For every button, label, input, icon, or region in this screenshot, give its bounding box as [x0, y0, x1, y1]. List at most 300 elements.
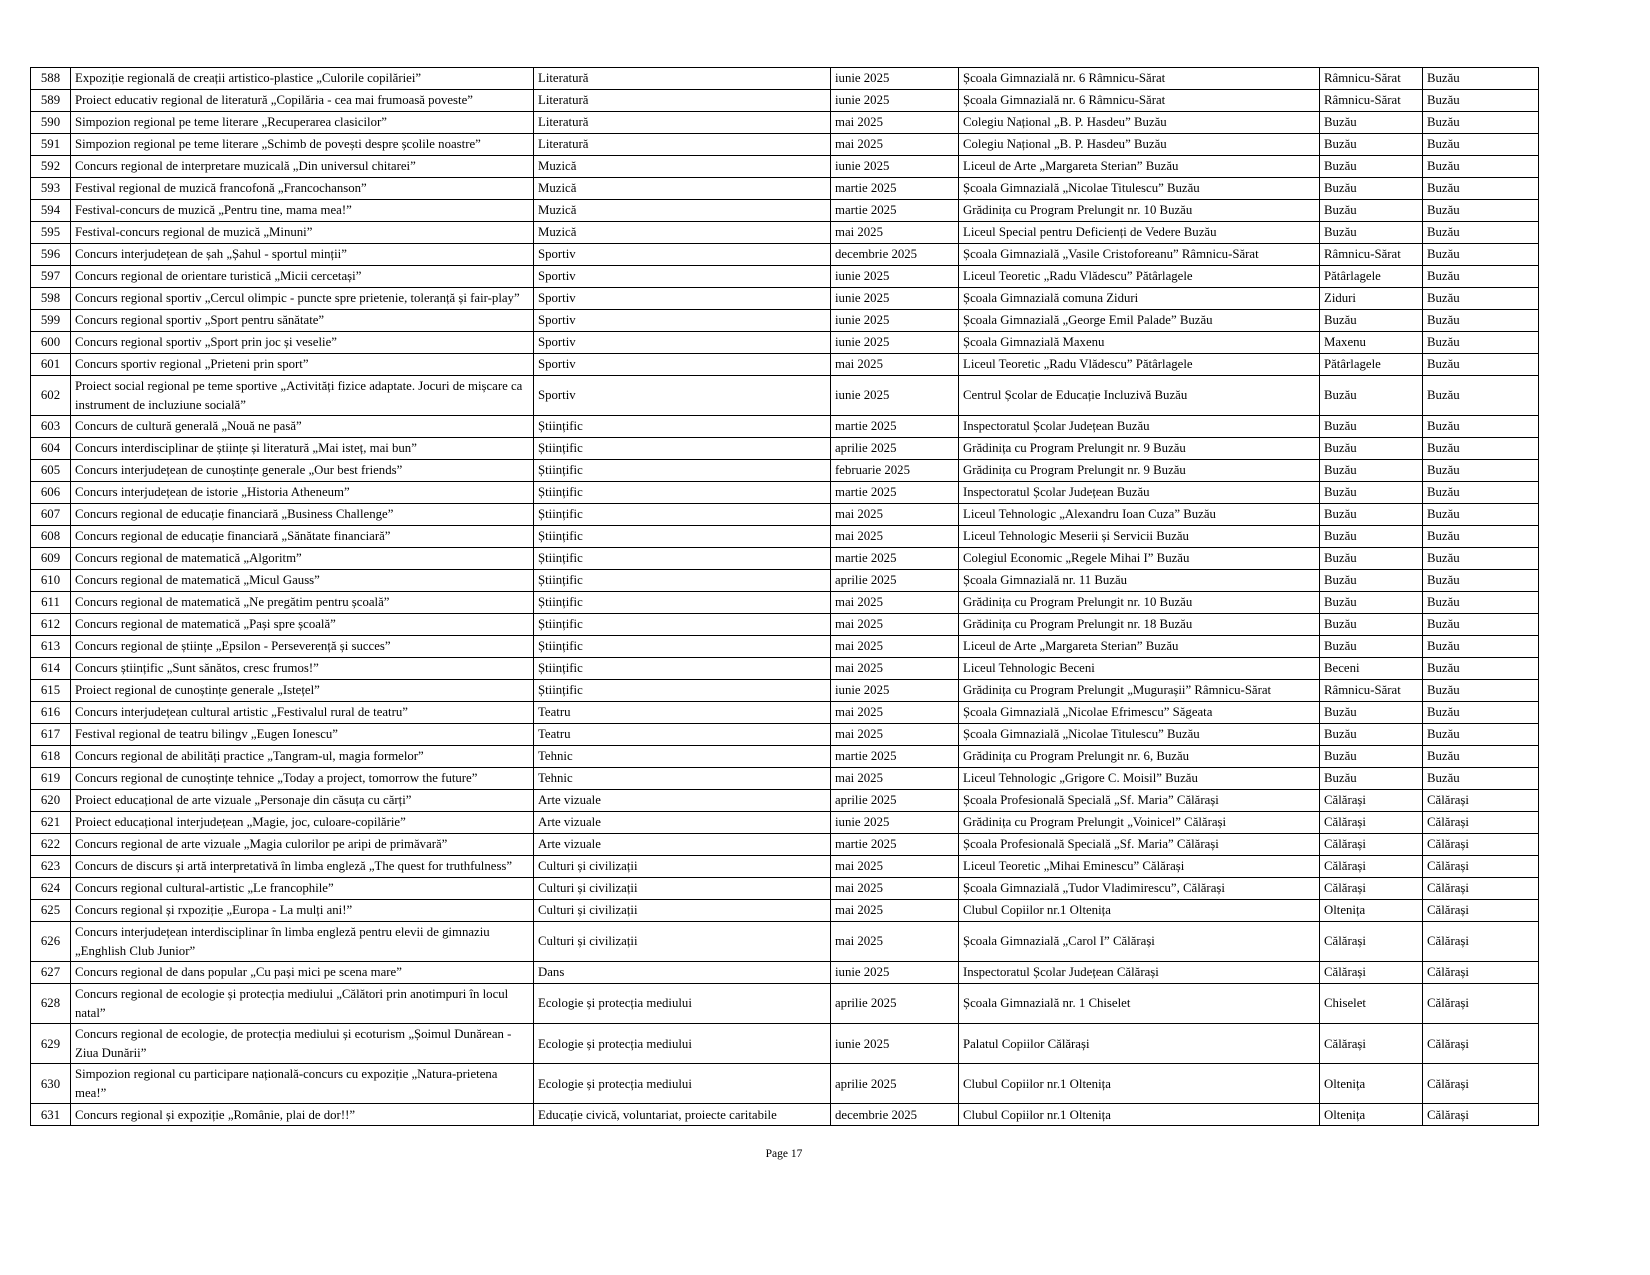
cell-category: Sportiv [534, 376, 831, 416]
cell-institution: Liceul Teoretic „Radu Vlădescu” Pătârlagele [959, 354, 1320, 376]
cell-county: Buzău [1423, 636, 1539, 658]
cell-date: decembrie 2025 [831, 1104, 959, 1126]
cell-no: 625 [31, 900, 71, 922]
cell-county: Buzău [1423, 288, 1539, 310]
cell-name: Concurs interjudețean interdisciplinar în limba engleză pentru elevii de gimnaziu „Enghlish Club Junior” [71, 922, 534, 962]
cell-institution: Școala Profesională Specială „Sf. Maria” Călărași [959, 790, 1320, 812]
cell-no: 600 [31, 332, 71, 354]
cell-category: Arte vizuale [534, 834, 831, 856]
cell-no: 612 [31, 614, 71, 636]
cell-no: 599 [31, 310, 71, 332]
cell-date: mai 2025 [831, 724, 959, 746]
cell-county: Buzău [1423, 200, 1539, 222]
cell-institution: Școala Gimnazială „Tudor Vladimirescu”, Călărași [959, 878, 1320, 900]
cell-institution: Liceul Tehnologic „Grigore C. Moisil” Buzău [959, 768, 1320, 790]
cell-locality: Călărași [1320, 856, 1423, 878]
cell-name: Concurs interjudețean cultural artistic „Festivalul rural de teatru” [71, 702, 534, 724]
cell-institution: Liceul Tehnologic „Alexandru Ioan Cuza” Buzău [959, 504, 1320, 526]
cell-county: Buzău [1423, 332, 1539, 354]
table-row [31, 526, 1539, 548]
table-row [31, 548, 1539, 570]
cell-name: Concurs de discurs și artă interpretativă în limba engleză „The quest for truthfulness” [71, 856, 534, 878]
table-row [31, 1024, 1539, 1064]
cell-category: Literatură [534, 90, 831, 112]
cell-category: Sportiv [534, 266, 831, 288]
cell-county: Buzău [1423, 416, 1539, 438]
cell-institution: Școala Gimnazială comuna Ziduri [959, 288, 1320, 310]
table-row [31, 156, 1539, 178]
cell-name: Concurs interdisciplinar de științe și literatură „Mai isteț, mai bun” [71, 438, 534, 460]
cell-institution: Liceul Special pentru Deficienți de Vedere Buzău [959, 222, 1320, 244]
cell-date: martie 2025 [831, 548, 959, 570]
cell-category: Tehnic [534, 746, 831, 768]
cell-no: 603 [31, 416, 71, 438]
cell-locality: Călărași [1320, 790, 1423, 812]
cell-county: Buzău [1423, 90, 1539, 112]
cell-category: Culturi și civilizații [534, 922, 831, 962]
cell-name: Concurs regional și rxpoziție „Europa - La mulți ani!” [71, 900, 534, 922]
table-row [31, 790, 1539, 812]
cell-locality: Buzău [1320, 724, 1423, 746]
cell-no: 610 [31, 570, 71, 592]
cell-locality: Buzău [1320, 156, 1423, 178]
cell-category: Literatură [534, 134, 831, 156]
cell-county: Buzău [1423, 504, 1539, 526]
cell-locality: Călărași [1320, 1024, 1423, 1064]
cell-county: Buzău [1423, 112, 1539, 134]
cell-name: Proiect educațional interjudețean „Magie, joc, culoare-copilărie” [71, 812, 534, 834]
cell-locality: Buzău [1320, 222, 1423, 244]
cell-locality: Buzău [1320, 482, 1423, 504]
table-row [31, 376, 1539, 416]
cell-county: Buzău [1423, 746, 1539, 768]
cell-county: Călărași [1423, 1024, 1539, 1064]
cell-name: Concurs interjudețean de cunoștințe generale „Our best friends” [71, 460, 534, 482]
cell-locality: Buzău [1320, 636, 1423, 658]
cell-locality: Buzău [1320, 438, 1423, 460]
cell-no: 604 [31, 438, 71, 460]
cell-locality: Buzău [1320, 460, 1423, 482]
cell-county: Buzău [1423, 482, 1539, 504]
cell-county: Buzău [1423, 178, 1539, 200]
cell-county: Buzău [1423, 570, 1539, 592]
cell-date: iunie 2025 [831, 680, 959, 702]
cell-locality: Buzău [1320, 548, 1423, 570]
cell-date: mai 2025 [831, 614, 959, 636]
cell-institution: Liceul Teoretic „Radu Vlădescu” Pătârlagele [959, 266, 1320, 288]
cell-name: Concurs regional de științe „Epsilon - Perseverență și succes” [71, 636, 534, 658]
cell-no: 593 [31, 178, 71, 200]
table-row [31, 438, 1539, 460]
cell-name: Proiect educativ regional de literatură „Copilăria - cea mai frumoasă poveste” [71, 90, 534, 112]
cell-name: Proiect educațional de arte vizuale „Personaje din căsuța cu cărți” [71, 790, 534, 812]
cell-no: 615 [31, 680, 71, 702]
cell-county: Buzău [1423, 680, 1539, 702]
cell-institution: Grădinița cu Program Prelungit nr. 9 Buzău [959, 438, 1320, 460]
cell-date: iunie 2025 [831, 90, 959, 112]
cell-no: 601 [31, 354, 71, 376]
cell-institution: Colegiu Național „B. P. Hasdeu” Buzău [959, 112, 1320, 134]
cell-no: 618 [31, 746, 71, 768]
cell-locality: Oltenița [1320, 1064, 1423, 1104]
table-row [31, 984, 1539, 1024]
table-row [31, 834, 1539, 856]
cell-name: Simpozion regional pe teme literare „Schimb de povești despre școlile noastre” [71, 134, 534, 156]
cell-category: Sportiv [534, 288, 831, 310]
cell-institution: Clubul Copiilor nr.1 Oltenița [959, 1064, 1320, 1104]
cell-category: Literatură [534, 68, 831, 90]
cell-institution: Grădinița cu Program Prelungit nr. 10 Buzău [959, 200, 1320, 222]
cell-category: Culturi și civilizații [534, 900, 831, 922]
table-row [31, 962, 1539, 984]
cell-locality: Călărași [1320, 962, 1423, 984]
cell-locality: Călărași [1320, 834, 1423, 856]
cell-locality: Buzău [1320, 526, 1423, 548]
cell-no: 609 [31, 548, 71, 570]
cell-category: Științific [534, 416, 831, 438]
cell-name: Concurs regional de matematică „Pași spre școală” [71, 614, 534, 636]
cell-locality: Buzău [1320, 746, 1423, 768]
cell-no: 598 [31, 288, 71, 310]
cell-no: 607 [31, 504, 71, 526]
table-row [31, 878, 1539, 900]
cell-date: mai 2025 [831, 526, 959, 548]
cell-date: mai 2025 [831, 922, 959, 962]
cell-institution: Clubul Copiilor nr.1 Oltenița [959, 1104, 1320, 1126]
cell-no: 617 [31, 724, 71, 746]
cell-institution: Grădinița cu Program Prelungit nr. 6, Buzău [959, 746, 1320, 768]
cell-name: Concurs regional sportiv „Sport pentru sănătate” [71, 310, 534, 332]
cell-date: iunie 2025 [831, 68, 959, 90]
cell-locality: Beceni [1320, 658, 1423, 680]
cell-date: mai 2025 [831, 504, 959, 526]
cell-locality: Buzău [1320, 134, 1423, 156]
cell-date: aprilie 2025 [831, 1064, 959, 1104]
cell-category: Arte vizuale [534, 790, 831, 812]
cell-institution: Liceul Tehnologic Beceni [959, 658, 1320, 680]
cell-institution: Liceul de Arte „Margareta Sterian” Buzău [959, 636, 1320, 658]
table-row [31, 112, 1539, 134]
cell-category: Muzică [534, 178, 831, 200]
cell-county: Călărași [1423, 1104, 1539, 1126]
cell-locality: Buzău [1320, 768, 1423, 790]
cell-institution: Clubul Copiilor nr.1 Oltenița [959, 900, 1320, 922]
cell-date: aprilie 2025 [831, 570, 959, 592]
cell-no: 595 [31, 222, 71, 244]
cell-county: Călărași [1423, 856, 1539, 878]
cell-institution: Școala Gimnazială „Vasile Cristoforeanu” Râmnicu-Sărat [959, 244, 1320, 266]
cell-category: Sportiv [534, 332, 831, 354]
cell-category: Muzică [534, 200, 831, 222]
table-row [31, 900, 1539, 922]
table-row [31, 178, 1539, 200]
cell-date: aprilie 2025 [831, 984, 959, 1024]
cell-no: 588 [31, 68, 71, 90]
cell-county: Buzău [1423, 354, 1539, 376]
cell-category: Sportiv [534, 244, 831, 266]
cell-locality: Maxenu [1320, 332, 1423, 354]
table-row [31, 922, 1539, 962]
cell-no: 614 [31, 658, 71, 680]
cell-county: Buzău [1423, 156, 1539, 178]
cell-no: 589 [31, 90, 71, 112]
table-row [31, 460, 1539, 482]
cell-date: mai 2025 [831, 768, 959, 790]
cell-county: Călărași [1423, 878, 1539, 900]
cell-category: Muzică [534, 156, 831, 178]
cell-name: Concurs regional de dans popular „Cu pași mici pe scena mare” [71, 962, 534, 984]
table-row [31, 724, 1539, 746]
cell-institution: Școala Gimnazială nr. 11 Buzău [959, 570, 1320, 592]
cell-name: Proiect social regional pe teme sportive „Activități fizice adaptate. Jocuri de mișcare ca instrument de incluziune socială” [71, 376, 534, 416]
table-row [31, 310, 1539, 332]
table-row [31, 482, 1539, 504]
cell-category: Sportiv [534, 310, 831, 332]
cell-date: martie 2025 [831, 200, 959, 222]
table-row [31, 812, 1539, 834]
cell-name: Concurs regional de matematică „Algoritm” [71, 548, 534, 570]
cell-date: mai 2025 [831, 592, 959, 614]
cell-name: Simpozion regional pe teme literare „Recuperarea clasicilor” [71, 112, 534, 134]
cell-no: 626 [31, 922, 71, 962]
cell-institution: Școala Gimnazială nr. 6 Râmnicu-Sărat [959, 90, 1320, 112]
cell-category: Științific [534, 570, 831, 592]
cell-institution: Școala Gimnazială „Nicolae Efrimescu” Săgeata [959, 702, 1320, 724]
table-row [31, 1104, 1539, 1126]
cell-institution: Școala Gimnazială nr. 1 Chiselet [959, 984, 1320, 1024]
cell-county: Buzău [1423, 658, 1539, 680]
cell-locality: Călărași [1320, 812, 1423, 834]
cell-locality: Râmnicu-Sărat [1320, 90, 1423, 112]
cell-category: Științific [534, 592, 831, 614]
cell-county: Buzău [1423, 460, 1539, 482]
cell-institution: Grădinița cu Program Prelungit nr. 9 Buzău [959, 460, 1320, 482]
table-row [31, 658, 1539, 680]
cell-locality: Râmnicu-Sărat [1320, 680, 1423, 702]
cell-name: Concurs interjudețean de istorie „Historia Atheneum” [71, 482, 534, 504]
cell-institution: Liceul Teoretic „Mihai Eminescu” Călărași [959, 856, 1320, 878]
cell-date: iunie 2025 [831, 332, 959, 354]
cell-county: Călărași [1423, 962, 1539, 984]
cell-date: iunie 2025 [831, 156, 959, 178]
cell-no: 630 [31, 1064, 71, 1104]
cell-name: Concurs regional cultural-artistic „Le francophile” [71, 878, 534, 900]
cell-county: Călărași [1423, 834, 1539, 856]
cell-county: Buzău [1423, 614, 1539, 636]
cell-category: Ecologie și protecția mediului [534, 984, 831, 1024]
cell-locality: Buzău [1320, 592, 1423, 614]
cell-county: Călărași [1423, 900, 1539, 922]
cell-name: Concurs regional de interpretare muzicală „Din universul chitarei” [71, 156, 534, 178]
cell-name: Concurs regional de ecologie, de protecția mediului și ecoturism „Șoimul Dunărean - Ziua Dunării” [71, 1024, 534, 1064]
table-row [31, 222, 1539, 244]
cell-date: decembrie 2025 [831, 244, 959, 266]
table-row [31, 244, 1539, 266]
cell-institution: Școala Gimnazială Maxenu [959, 332, 1320, 354]
cell-date: iunie 2025 [831, 376, 959, 416]
cell-locality: Buzău [1320, 570, 1423, 592]
cell-institution: Inspectoratul Școlar Județean Buzău [959, 416, 1320, 438]
cell-institution: Grădinița cu Program Prelungit „Mugurașii” Râmnicu-Sărat [959, 680, 1320, 702]
cell-date: mai 2025 [831, 658, 959, 680]
cell-no: 622 [31, 834, 71, 856]
cell-locality: Buzău [1320, 614, 1423, 636]
cell-category: Științific [534, 658, 831, 680]
cell-category: Dans [534, 962, 831, 984]
cell-name: Simpozion regional cu participare națională-concurs cu expoziție „Natura-prietena mea!” [71, 1064, 534, 1104]
cell-institution: Colegiul Economic „Regele Mihai I” Buzău [959, 548, 1320, 570]
cell-category: Educație civică, voluntariat, proiecte caritabile [534, 1104, 831, 1126]
cell-category: Științific [534, 548, 831, 570]
table-row [31, 768, 1539, 790]
cell-no: 616 [31, 702, 71, 724]
cell-county: Buzău [1423, 376, 1539, 416]
cell-no: 627 [31, 962, 71, 984]
cell-category: Muzică [534, 222, 831, 244]
table-row [31, 856, 1539, 878]
cell-county: Buzău [1423, 68, 1539, 90]
cell-county: Călărași [1423, 1064, 1539, 1104]
cell-no: 631 [31, 1104, 71, 1126]
cell-no: 628 [31, 984, 71, 1024]
table-row [31, 68, 1539, 90]
cell-county: Buzău [1423, 244, 1539, 266]
table-row [31, 134, 1539, 156]
cell-name: Concurs regional sportiv „Cercul olimpic - puncte spre prietenie, toleranță și fair-play” [71, 288, 534, 310]
cell-name: Concurs regional de matematică „Ne pregătim pentru școală” [71, 592, 534, 614]
cell-no: 592 [31, 156, 71, 178]
cell-institution: Grădinița cu Program Prelungit „Voinicel” Călărași [959, 812, 1320, 834]
cell-institution: Grădinița cu Program Prelungit nr. 10 Buzău [959, 592, 1320, 614]
cell-name: Festival-concurs de muzică „Pentru tine, mama mea!” [71, 200, 534, 222]
cell-county: Buzău [1423, 702, 1539, 724]
cell-date: martie 2025 [831, 482, 959, 504]
cell-name: Concurs regional de abilități practice „Tangram-ul, magia formelor” [71, 746, 534, 768]
cell-category: Culturi și civilizații [534, 878, 831, 900]
cell-institution: Liceul Tehnologic Meserii și Servicii Buzău [959, 526, 1320, 548]
cell-name: Concurs regional și expoziție „Românie, plai de dor!!” [71, 1104, 534, 1126]
cell-county: Buzău [1423, 438, 1539, 460]
cell-name: Concurs științific „Sunt sănătos, cresc frumos!” [71, 658, 534, 680]
cell-county: Călărași [1423, 922, 1539, 962]
cell-no: 619 [31, 768, 71, 790]
cell-institution: Școala Gimnazială „Carol I” Călărași [959, 922, 1320, 962]
cell-category: Ecologie și protecția mediului [534, 1024, 831, 1064]
cell-name: Concurs interjudețean de șah „Șahul - sportul minții” [71, 244, 534, 266]
cell-no: 596 [31, 244, 71, 266]
events-table [30, 67, 1539, 1126]
cell-institution: Școala Profesională Specială „Sf. Maria” Călărași [959, 834, 1320, 856]
cell-institution: Școala Gimnazială „Nicolae Titulescu” Buzău [959, 724, 1320, 746]
cell-county: Buzău [1423, 592, 1539, 614]
cell-date: iunie 2025 [831, 266, 959, 288]
cell-county: Buzău [1423, 266, 1539, 288]
events-table-body [31, 68, 1539, 1126]
cell-no: 597 [31, 266, 71, 288]
cell-category: Teatru [534, 724, 831, 746]
cell-date: mai 2025 [831, 702, 959, 724]
cell-date: mai 2025 [831, 878, 959, 900]
cell-locality: Buzău [1320, 310, 1423, 332]
cell-name: Proiect regional de cunoștințe generale „Istețel” [71, 680, 534, 702]
cell-no: 629 [31, 1024, 71, 1064]
cell-date: iunie 2025 [831, 962, 959, 984]
cell-no: 621 [31, 812, 71, 834]
cell-date: mai 2025 [831, 112, 959, 134]
cell-institution: Grădinița cu Program Prelungit nr. 18 Buzău [959, 614, 1320, 636]
cell-locality: Chiselet [1320, 984, 1423, 1024]
cell-date: martie 2025 [831, 746, 959, 768]
cell-name: Concurs regional sportiv „Sport prin joc și veselie” [71, 332, 534, 354]
cell-county: Călărași [1423, 812, 1539, 834]
cell-locality: Buzău [1320, 504, 1423, 526]
table-row [31, 702, 1539, 724]
cell-date: iunie 2025 [831, 1024, 959, 1064]
cell-name: Concurs de cultură generală „Nouă ne pasă” [71, 416, 534, 438]
cell-locality: Buzău [1320, 200, 1423, 222]
cell-locality: Buzău [1320, 178, 1423, 200]
cell-category: Tehnic [534, 768, 831, 790]
cell-name: Festival-concurs regional de muzică „Minuni” [71, 222, 534, 244]
cell-date: martie 2025 [831, 416, 959, 438]
cell-locality: Buzău [1320, 416, 1423, 438]
cell-date: mai 2025 [831, 636, 959, 658]
cell-county: Buzău [1423, 768, 1539, 790]
cell-no: 624 [31, 878, 71, 900]
cell-name: Concurs regional de cunoștințe tehnice „Today a project, tomorrow the future” [71, 768, 534, 790]
cell-county: Călărași [1423, 790, 1539, 812]
cell-institution: Centrul Școlar de Educație Incluzivă Buzău [959, 376, 1320, 416]
cell-name: Expoziție regională de creații artistico-plastice „Culorile copilăriei” [71, 68, 534, 90]
table-row [31, 416, 1539, 438]
cell-category: Științific [534, 614, 831, 636]
table-row [31, 90, 1539, 112]
cell-category: Științific [534, 680, 831, 702]
table-row [31, 680, 1539, 702]
cell-no: 602 [31, 376, 71, 416]
cell-county: Buzău [1423, 526, 1539, 548]
table-row [31, 504, 1539, 526]
cell-name: Concurs regional de educație financiară „Sănătate financiară” [71, 526, 534, 548]
cell-locality: Ziduri [1320, 288, 1423, 310]
cell-category: Sportiv [534, 354, 831, 376]
cell-name: Festival regional de teatru bilingv „Eugen Ionescu” [71, 724, 534, 746]
table-row [31, 354, 1539, 376]
cell-date: iunie 2025 [831, 288, 959, 310]
cell-date: aprilie 2025 [831, 438, 959, 460]
cell-institution: Inspectoratul Școlar Județean Buzău [959, 482, 1320, 504]
cell-county: Buzău [1423, 134, 1539, 156]
cell-category: Științific [534, 504, 831, 526]
cell-no: 606 [31, 482, 71, 504]
cell-no: 611 [31, 592, 71, 614]
cell-locality: Buzău [1320, 376, 1423, 416]
cell-date: iunie 2025 [831, 812, 959, 834]
cell-institution: Liceul de Arte „Margareta Sterian” Buzău [959, 156, 1320, 178]
cell-county: Buzău [1423, 310, 1539, 332]
cell-date: martie 2025 [831, 178, 959, 200]
cell-locality: Buzău [1320, 112, 1423, 134]
cell-no: 623 [31, 856, 71, 878]
cell-locality: Râmnicu-Sărat [1320, 68, 1423, 90]
cell-date: mai 2025 [831, 856, 959, 878]
cell-date: mai 2025 [831, 222, 959, 244]
cell-category: Ecologie și protecția mediului [534, 1064, 831, 1104]
cell-date: iunie 2025 [831, 310, 959, 332]
cell-date: februarie 2025 [831, 460, 959, 482]
cell-locality: Călărași [1320, 922, 1423, 962]
cell-category: Științific [534, 636, 831, 658]
